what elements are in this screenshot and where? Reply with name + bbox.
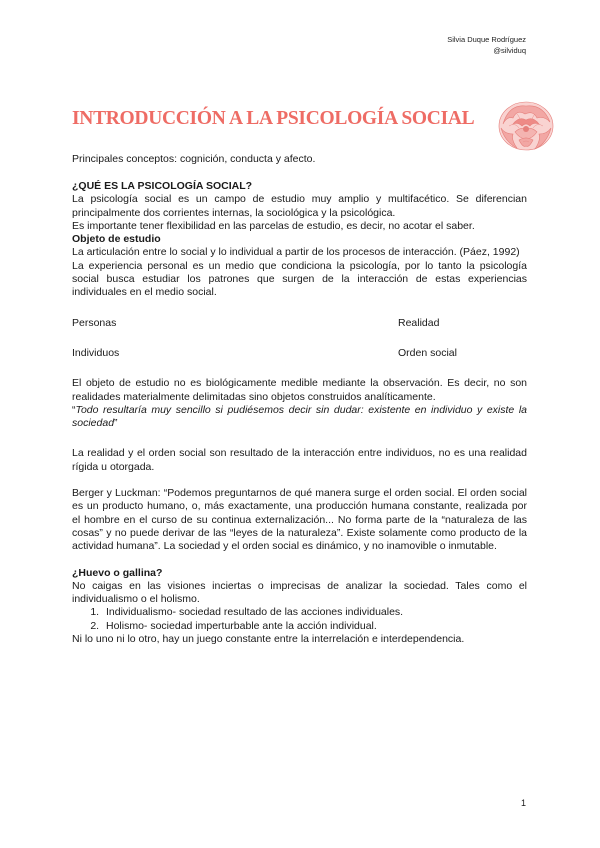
flower-illustration bbox=[495, 96, 557, 156]
paragraph: Es importante tener flexibilidad en las parcelas de estudio, es decir, no acotar el saber. bbox=[72, 219, 475, 232]
pair-row bbox=[72, 347, 527, 360]
list-item: 1. Individualismo- sociedad resultado de las acciones individuales. bbox=[102, 606, 527, 619]
author-name: Silvia Duque Rodríguez bbox=[447, 35, 526, 44]
paragraph: El objeto de estudio no es biológicamente medible mediante la observación. Es decir, no son realidades materialmente delimitadas sino objetos construidos analíticamente. bbox=[72, 377, 527, 403]
paragraph: La psicología social es un campo de estudio muy amplio y multifacético. Se diferencian principalmente dos corrientes internas, la sociológica y la psicológica. bbox=[72, 193, 527, 219]
paragraph: La realidad y el orden social son resultado de la interacción entre individuos, no es una realidad rígida u otorgada. bbox=[72, 447, 527, 473]
paragraph: No caigas en las visiones inciertas o imprecisas de analizar la sociedad. Tales como el individualismo o el holismo. bbox=[72, 579, 527, 606]
quote-text: Todo resultaría muy sencillo si pudiésemos decir sin dudar: existente en individuo y existe la sociedad bbox=[72, 403, 527, 430]
document-body bbox=[72, 180, 527, 646]
numbered-list bbox=[72, 606, 527, 633]
section-heading: ¿Huevo o gallina? bbox=[72, 566, 163, 579]
author-block bbox=[447, 34, 526, 56]
pair-right: Orden social bbox=[398, 346, 457, 359]
pair-left: Personas bbox=[72, 316, 117, 329]
subtitle: Principales conceptos: cognición, conducta y afecto. bbox=[72, 153, 316, 165]
paragraph: Berger y Luckman: “Podemos preguntarnos de qué manera surge el orden social. El orden social es un producto humano, o, más exactamente, una producción humana constante, realizada por el hombre en el curso de su continua externalización... No forma parte de la “naturaleza de las cosas” y no puede derivar de las “leyes de la naturaleza”. Existe solamente como producto de la actividad humana”. La sociedad y el orden social es dinámico, y no inamovible o inmutable. bbox=[72, 487, 527, 553]
subsection-heading: Objeto de estudio bbox=[72, 233, 161, 246]
quote-mark: “ bbox=[72, 403, 76, 416]
paragraph: La articulación entre lo social y lo individual a partir de los procesos de interacción. (Páez, 1992) bbox=[72, 246, 520, 259]
quote bbox=[72, 404, 527, 431]
section-heading: ¿QUÉ ES LA PSICOLOGÍA SOCIAL? bbox=[72, 180, 253, 192]
pair-left: Individuos bbox=[72, 346, 120, 359]
list-item: 2. Holismo- sociedad imperturbable ante la acción individual. bbox=[102, 620, 527, 633]
paragraph: Ni lo uno ni lo otro, hay un juego constante entre la interrelación e interdependencia. bbox=[72, 633, 465, 646]
page-number: 1 bbox=[520, 798, 526, 808]
document-title: INTRODUCCIÓN A LA PSICOLOGÍA SOCIAL bbox=[72, 108, 475, 129]
paragraph: La experiencia personal es un medio que condiciona la psicología, por lo tanto la psicología social busca estudiar los patrones que surgen de la interacción de estas experiencias individuales en el medio social. bbox=[72, 259, 527, 299]
quote-mark: ” bbox=[114, 417, 118, 430]
pair-right: Realidad bbox=[398, 316, 440, 329]
pair-row bbox=[72, 317, 527, 330]
author-handle: @silviduq bbox=[493, 46, 526, 55]
